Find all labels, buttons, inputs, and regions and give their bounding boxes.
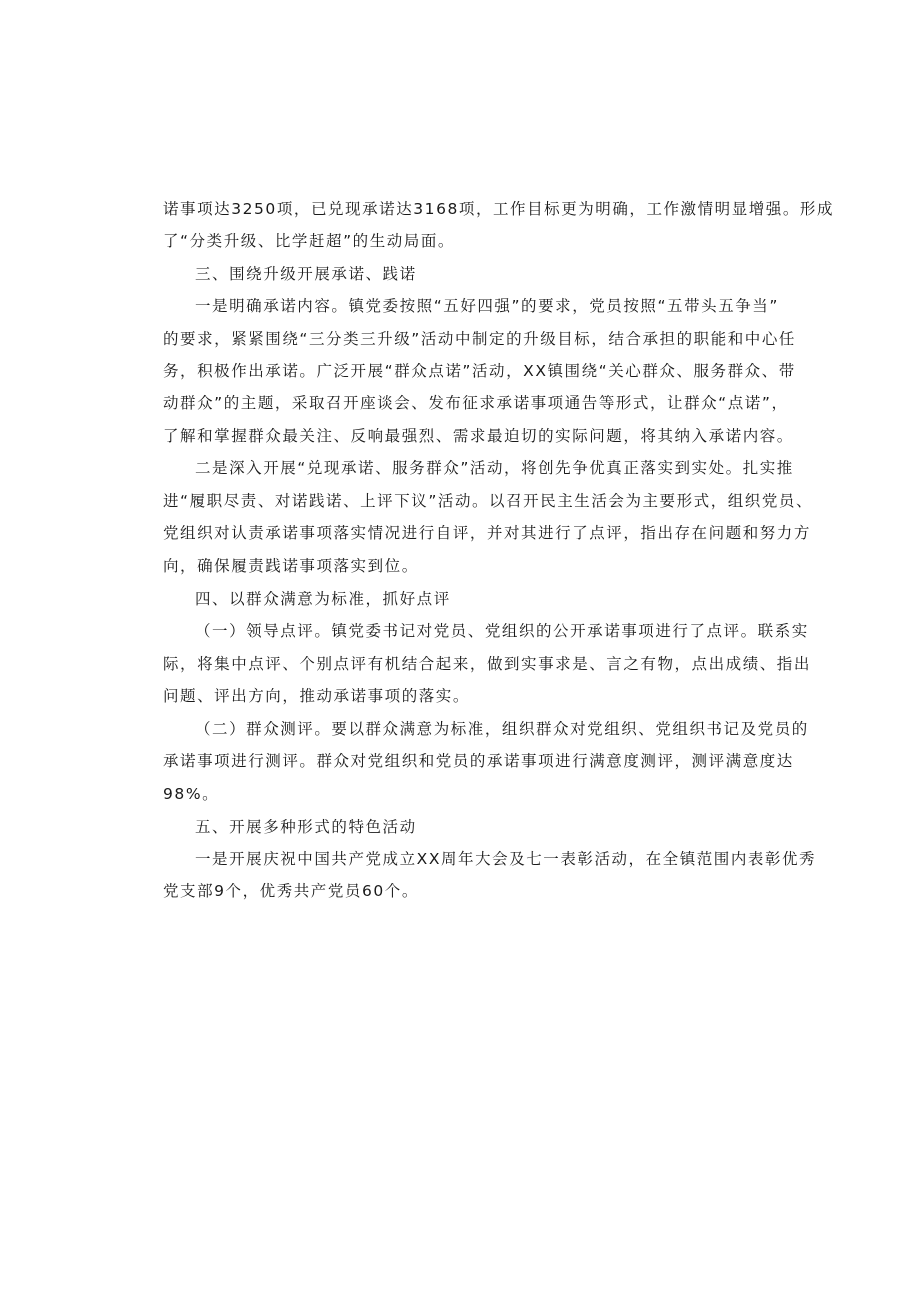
section-heading: 三、围绕升级开展承诺、践诺 (195, 265, 417, 283)
body-line: 向，确保履责践诺事项落实到位。 (163, 557, 419, 575)
body-line: 承诺事项进行测评。群众对党组织和党员的承诺事项进行满意度测评，测评满意度达 (163, 752, 794, 770)
body-line: 的要求，紧紧围绕“三分类三升级”活动中制定的升级目标，结合承担的职能和中心任 (163, 330, 796, 348)
section-heading: 五、开展多种形式的特色活动 (195, 818, 417, 836)
body-line: 了“分类升级、比学赶超”的生动局面。 (163, 232, 455, 250)
body-line: 一是明确承诺内容。镇党委按照“五好四强”的要求，党员按照“五带头五争当” (195, 297, 779, 315)
body-line: 进“履职尽责、对诺践诺、上评下议”活动。以召开民主生活会为主要形式，组织党员、 (163, 492, 814, 510)
body-line: 动群众”的主题，采取召开座谈会、发布征求承诺事项通告等形式，让群众“点诺”， (163, 394, 789, 412)
section-heading: 四、以群众满意为标准，抓好点评 (195, 590, 451, 608)
body-line: 际，将集中点评、个别点评有机结合起来，做到实事求是、言之有物，点出成绩、指出 (163, 655, 811, 673)
body-line: 党支部9个，优秀共产党员60个。 (163, 882, 419, 900)
body-line: 问题、评出方向，推动承诺事项的落实。 (163, 687, 470, 705)
body-line: 二是深入开展“兑现承诺、服务群众”活动，将创先争优真正落实到实处。扎实推 (195, 459, 794, 477)
body-line: 一是开展庆祝中国共产党成立XX周年大会及七一表彰活动，在全镇范围内表彰优秀 (195, 850, 817, 868)
body-line: （一）领导点评。镇党委书记对党员、党组织的公开承诺事项进行了点评。联系实 (195, 622, 809, 640)
body-line: 党组织对认责承诺事项落实情况进行自评，并对其进行了点评，指出存在问题和努力方 (163, 524, 811, 542)
body-line: 了解和掌握群众最关注、反响最强烈、需求最迫切的实际问题，将其纳入承诺内容。 (163, 427, 794, 445)
body-line: 务，积极作出承诺。广泛开展“群众点诺”活动，XX镇围绕“关心群众、服务群众、带 (163, 362, 796, 380)
body-line: 98%。 (163, 785, 220, 803)
body-line: （二）群众测评。要以群众满意为标准，组织群众对党组织、党组织书记及党员的 (195, 720, 809, 738)
body-line: 诺事项达3250项，已兑现承诺达3168项，工作目标更为明确，工作激情明显增强。形成 (163, 200, 834, 218)
